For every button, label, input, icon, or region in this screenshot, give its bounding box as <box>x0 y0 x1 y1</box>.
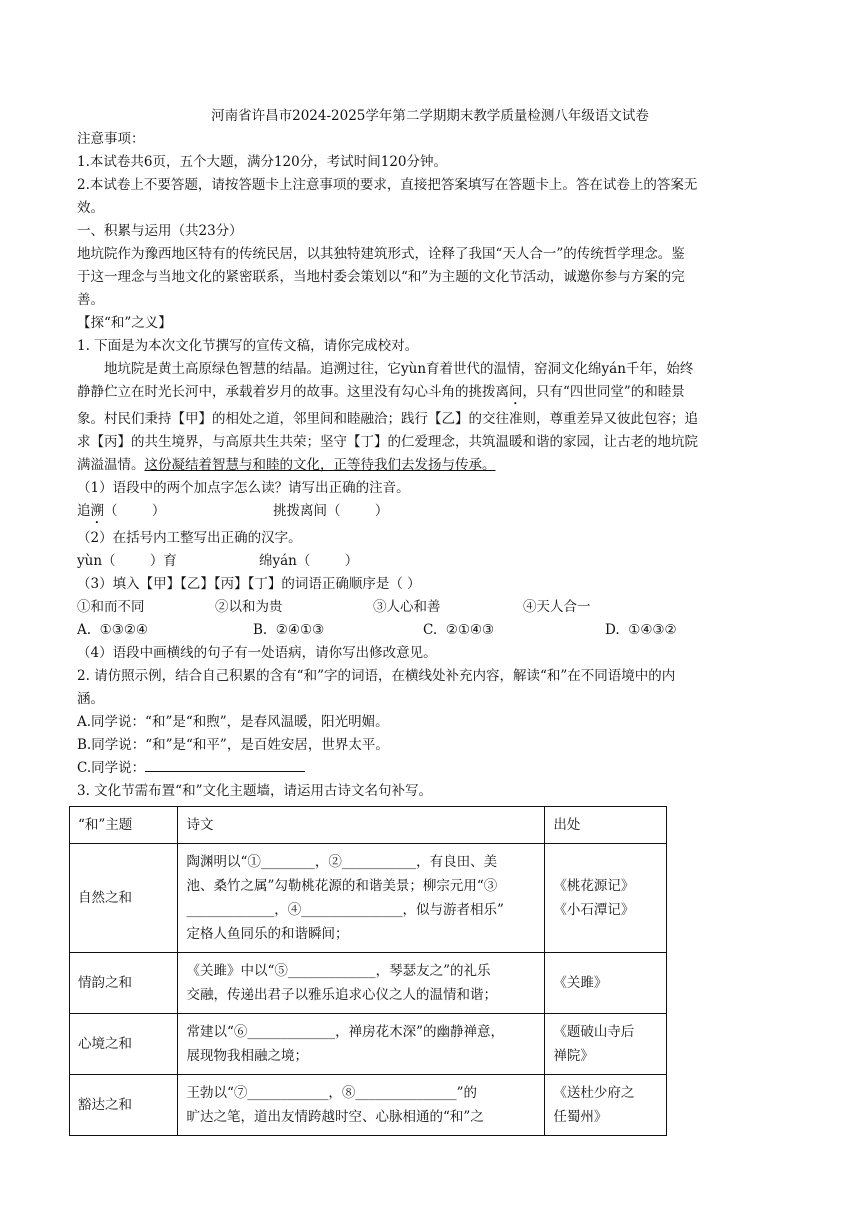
underlined-sentence: 这份凝结着智慧与和睦的文化，正等待我们去发扬与传承。 <box>144 457 496 473</box>
intro-line-c: 善。 <box>77 292 104 308</box>
table-row <box>70 844 667 953</box>
choice-item: B. ②④①③ <box>253 622 325 638</box>
passage-line-4: 求【丙】的共生境界，与高原共生共荣；坚守【丁】的仁爱理念，共筑温暖和谐的家园，让古老的地坑院 <box>77 434 698 450</box>
poem-line: 展现物我相融之境； <box>186 1048 308 1064</box>
answer-blank: （ ） <box>104 503 166 519</box>
notice-item-2b: 效。 <box>77 200 104 216</box>
answer-item: yùn（ ）育 <box>77 553 177 569</box>
table-cell-theme: 情韵之和 <box>70 953 178 1014</box>
table-header-theme: “和”主题 <box>70 807 178 844</box>
intro-line-b: 于这一理念与当地文化的紧密联系，当地村委会策划以“和”为主题的文化节活动，诚邀你参与方案的完 <box>77 269 685 285</box>
table-header-row <box>70 807 667 844</box>
question-1: 1. 下面是为本次文化节撰写的宣传文稿，请你完成校对。 <box>77 338 419 354</box>
passage-line-2 <box>77 381 783 408</box>
poem-line: 王勃以“⑦____________，⑧_______________”的 <box>186 1085 478 1101</box>
option-item: ④天人合一 <box>523 599 591 615</box>
poem-line: 定格人鱼同乐的和谐瞬间； <box>186 926 349 942</box>
table-row <box>70 1075 667 1136</box>
source-line: 《关雎》 <box>553 975 608 991</box>
choice-item: D. ①④③② <box>605 622 677 638</box>
passage-line-5 <box>77 454 783 477</box>
question-2-b: 涵。 <box>77 691 104 707</box>
table-cell-source <box>545 1075 667 1136</box>
table-cell-poem <box>178 1075 545 1136</box>
poem-line: 陶渊明以“①________，②___________，有良田、美 <box>186 854 498 870</box>
table-row <box>70 1014 667 1075</box>
question-2-a: 2. 请仿照示例，结合自己积累的含有“和”字的词语，在横线处补充内容，解读“和”在不同语境中的内 <box>77 668 676 684</box>
option-item: ③人心和善 <box>373 599 441 615</box>
question-1-2: （2）在括号内工整写出正确的汉字。 <box>77 530 302 546</box>
table-cell-source <box>545 1014 667 1075</box>
question-1-3-choices <box>77 619 783 642</box>
table-cell-source <box>545 953 667 1014</box>
dotted-char: 间 <box>509 384 523 400</box>
page-title: 河南省许昌市2024-2025学年第二学期期末教学质量检测八年级语文试卷 <box>211 108 649 124</box>
question-1-1-answers <box>77 500 783 527</box>
question-1-2-answers <box>77 550 783 573</box>
passage-text: ，只有“四世同堂”的和睦景 <box>522 384 685 400</box>
question-1-4: （4）语段中画横线的句子有一处语病，请你写出修改意见。 <box>77 645 437 661</box>
intro-line-a: 地坑院作为豫西地区特有的传统民居，以其独特建筑形式，诠释了我国“天人合一”的传统哲学理念。鉴 <box>77 246 685 262</box>
option-item: ②以和为贵 <box>215 599 283 615</box>
exam-page <box>77 104 783 1136</box>
source-line: 任蜀州》 <box>553 1109 608 1125</box>
question-1-3-options <box>77 596 783 619</box>
source-line: 《桃花源记》 <box>553 878 635 894</box>
notice-item-2a: 2.本试卷上不要答题，请按答题卡上注意事项的要求，直接把答案填写在答题卡上。答在试卷上的答案无 <box>77 177 698 193</box>
answer-blank-line <box>145 757 305 772</box>
table-cell-poem <box>178 953 545 1014</box>
source-line: 《送杜少府之 <box>553 1085 635 1101</box>
question-2-example-a: A.同学说：“和”是“和煦”，是春风温暖，阳光明媚。 <box>77 714 389 730</box>
answer-item <box>77 500 273 527</box>
table-row <box>70 953 667 1014</box>
question-2-c-label: C.同学说： <box>77 760 146 776</box>
question-3: 3. 文化节需布置“和”文化主题墙，请运用古诗文名句补写。 <box>77 783 432 799</box>
table-cell-poem <box>178 844 545 953</box>
poem-line: 常建以“⑥_____________，禅房花木深”的幽静禅意， <box>186 1024 505 1040</box>
sub-heading: 【探“和”之义】 <box>77 315 172 331</box>
answer-item: 挑拨离间（ ） <box>273 503 389 519</box>
table-cell-theme: 豁达之和 <box>70 1075 178 1136</box>
question-1-1: （1）语段中的两个加点字怎么读？请写出正确的注音。 <box>77 480 410 496</box>
source-line: 《题破山寺后 <box>553 1024 635 1040</box>
answer-text: 追 <box>77 503 91 519</box>
source-line: 《小石潭记》 <box>553 902 635 918</box>
question-2-example-b: B.同学说：“和”是“和平”，是百姓安居，世界太平。 <box>77 737 389 753</box>
table-cell-source <box>545 844 667 953</box>
choice-item: A. ①③②④ <box>77 622 149 638</box>
table-header-source: 出处 <box>545 807 667 844</box>
table-cell-poem <box>178 1014 545 1075</box>
poem-line: 池、桑竹之属”勾勒桃花源的和谐美景；柳宗元用“③ <box>186 878 498 894</box>
question-2-c <box>77 757 783 780</box>
poem-line: 《关雎》中以“⑤_____________，琴瑟友之”的礼乐 <box>186 963 491 979</box>
dotted-char: 溯 <box>90 503 104 519</box>
poetry-table <box>69 806 667 1136</box>
passage-line-3: 象。村民们秉持【甲】的相处之道，邻里间和睦融洽；践行【乙】的交往准则，尊重差异又彼此包容；追 <box>77 411 698 427</box>
answer-item: 绵yán（ ） <box>259 553 359 569</box>
notice-item-1: 1.本试卷共6页，五个大题，满分120分，考试时间120分钟。 <box>77 154 448 170</box>
passage-text: 满溢温情。 <box>77 457 145 473</box>
poem-line: _____________，④_______________，似与游者相乐” <box>186 902 504 918</box>
section-heading: 一、积累与运用（共23分） <box>77 223 243 239</box>
question-1-3: （3）填入【甲】【乙】【丙】【丁】的词语正确顺序是（ ） <box>77 576 421 592</box>
table-cell-theme: 心境之和 <box>70 1014 178 1075</box>
table-cell-theme: 自然之和 <box>70 844 178 953</box>
choice-item: C. ②①④③ <box>423 622 495 638</box>
source-line: 禅院》 <box>553 1048 594 1064</box>
poem-line: 旷达之笔，道出友情跨越时空、心脉相通的“和”之 <box>186 1109 484 1125</box>
passage-line-1: 地坑院是黄土高原绿色智慧的结晶。追溯过往，它yùn育着世代的温情，窑洞文化绵yán千年，始终 <box>104 361 694 377</box>
poem-line: 交融，传递出君子以雅乐追求心仪之人的温情和谐； <box>186 987 497 1003</box>
passage-text: 静静伫立在时光长河中，承载着岁月的故事。这里没有勾心斗角的挑拨离 <box>77 384 509 400</box>
table-header-poem: 诗文 <box>178 807 545 844</box>
option-item: ①和而不同 <box>77 599 145 615</box>
notice-heading: 注意事项： <box>77 131 145 147</box>
